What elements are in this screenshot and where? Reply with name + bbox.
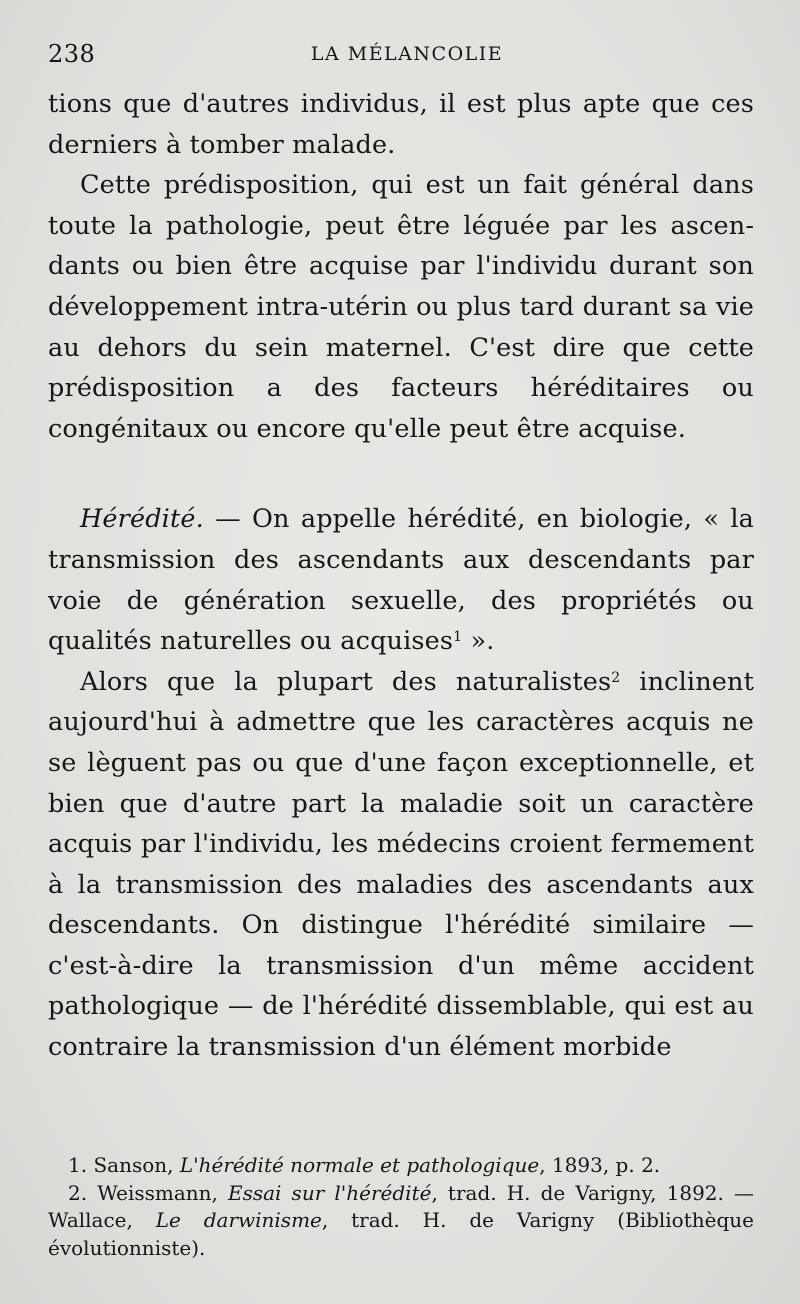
paragraph-naturalistes-start: Alors que la plupart des naturalistes — [80, 666, 612, 697]
body-text — [48, 84, 754, 1068]
footnote-2-title: Essai sur l'hérédité — [228, 1180, 432, 1205]
footnote-2-details-2: , trad. H. de Varigny (Bibliothèque évolutionniste). — [48, 1208, 754, 1260]
chapter-title: LA MÉLANCOLIE — [310, 43, 504, 65]
footnote-ref-2: 2 — [611, 669, 621, 686]
footnote-2-details: , trad. H. de Varigny, 1892. — Wallace, — [48, 1180, 754, 1232]
paragraph-heredite-text: — On appelle hérédité, en biologie, « la transmission des ascendants aux descendants par voie de génération sexuelle, des propriétés ou qualités naturelles ou acquises — [48, 504, 754, 657]
paragraph-predisposition: Cette prédisposition, qui est un fait général dans toute la pathologie, peut être léguée par les ascendants ou bien être acquise par l'individu durant son développement intra-utérin ou plus tard durant sa vie au dehors du sein maternel. C'est dire que cette prédisposition a des facteurs héréditaires ou congénitaux ou encore qu'elle peut être acquise. — [48, 170, 754, 444]
paragraph-heredite-end: ». — [462, 626, 495, 657]
footnote-ref-1: 1 — [453, 629, 463, 646]
paragraph-naturalistes — [48, 662, 754, 1068]
paragraph-continuation: tions que d'autres individus, il est plus apte que ces derniers à tomber malade. — [48, 89, 754, 160]
footnote-1-author: 1. Sanson, — [68, 1153, 180, 1177]
running-head — [48, 38, 754, 72]
footnote-2-author: 2. Weissmann, — [68, 1180, 228, 1205]
section-heading: Hérédité. — [80, 504, 204, 535]
footnote-1 — [48, 1152, 754, 1180]
paragraph-heredite — [48, 499, 754, 661]
footnote-2 — [48, 1180, 754, 1263]
footnote-1-details: , 1893, p. 2. — [539, 1153, 661, 1177]
page-number: 238 — [48, 40, 96, 68]
paragraph-naturalistes-text: inclinent aujourd'hui à admettre que les caractères acquis ne se lèguent pas ou que d'une façon exceptionnelle, et bien que d'autre part la maladie soit un caractère acquis par l'individu, les médecins croient fermement à la transmission des maladies des ascendants aux descendants. On distingue l'hérédité similaire — c'est-à-dire la transmission d'un même accident pathologique — de l'hérédité dissemblable, qui est au contraire la transmission d'un élément morbide — [48, 666, 754, 1063]
footnote-1-title: L'hérédité normale et pathologique — [179, 1153, 540, 1177]
footnotes — [48, 1152, 754, 1262]
section-gap — [48, 449, 754, 499]
footnote-2-title-2: Le darwinisme — [155, 1208, 322, 1232]
